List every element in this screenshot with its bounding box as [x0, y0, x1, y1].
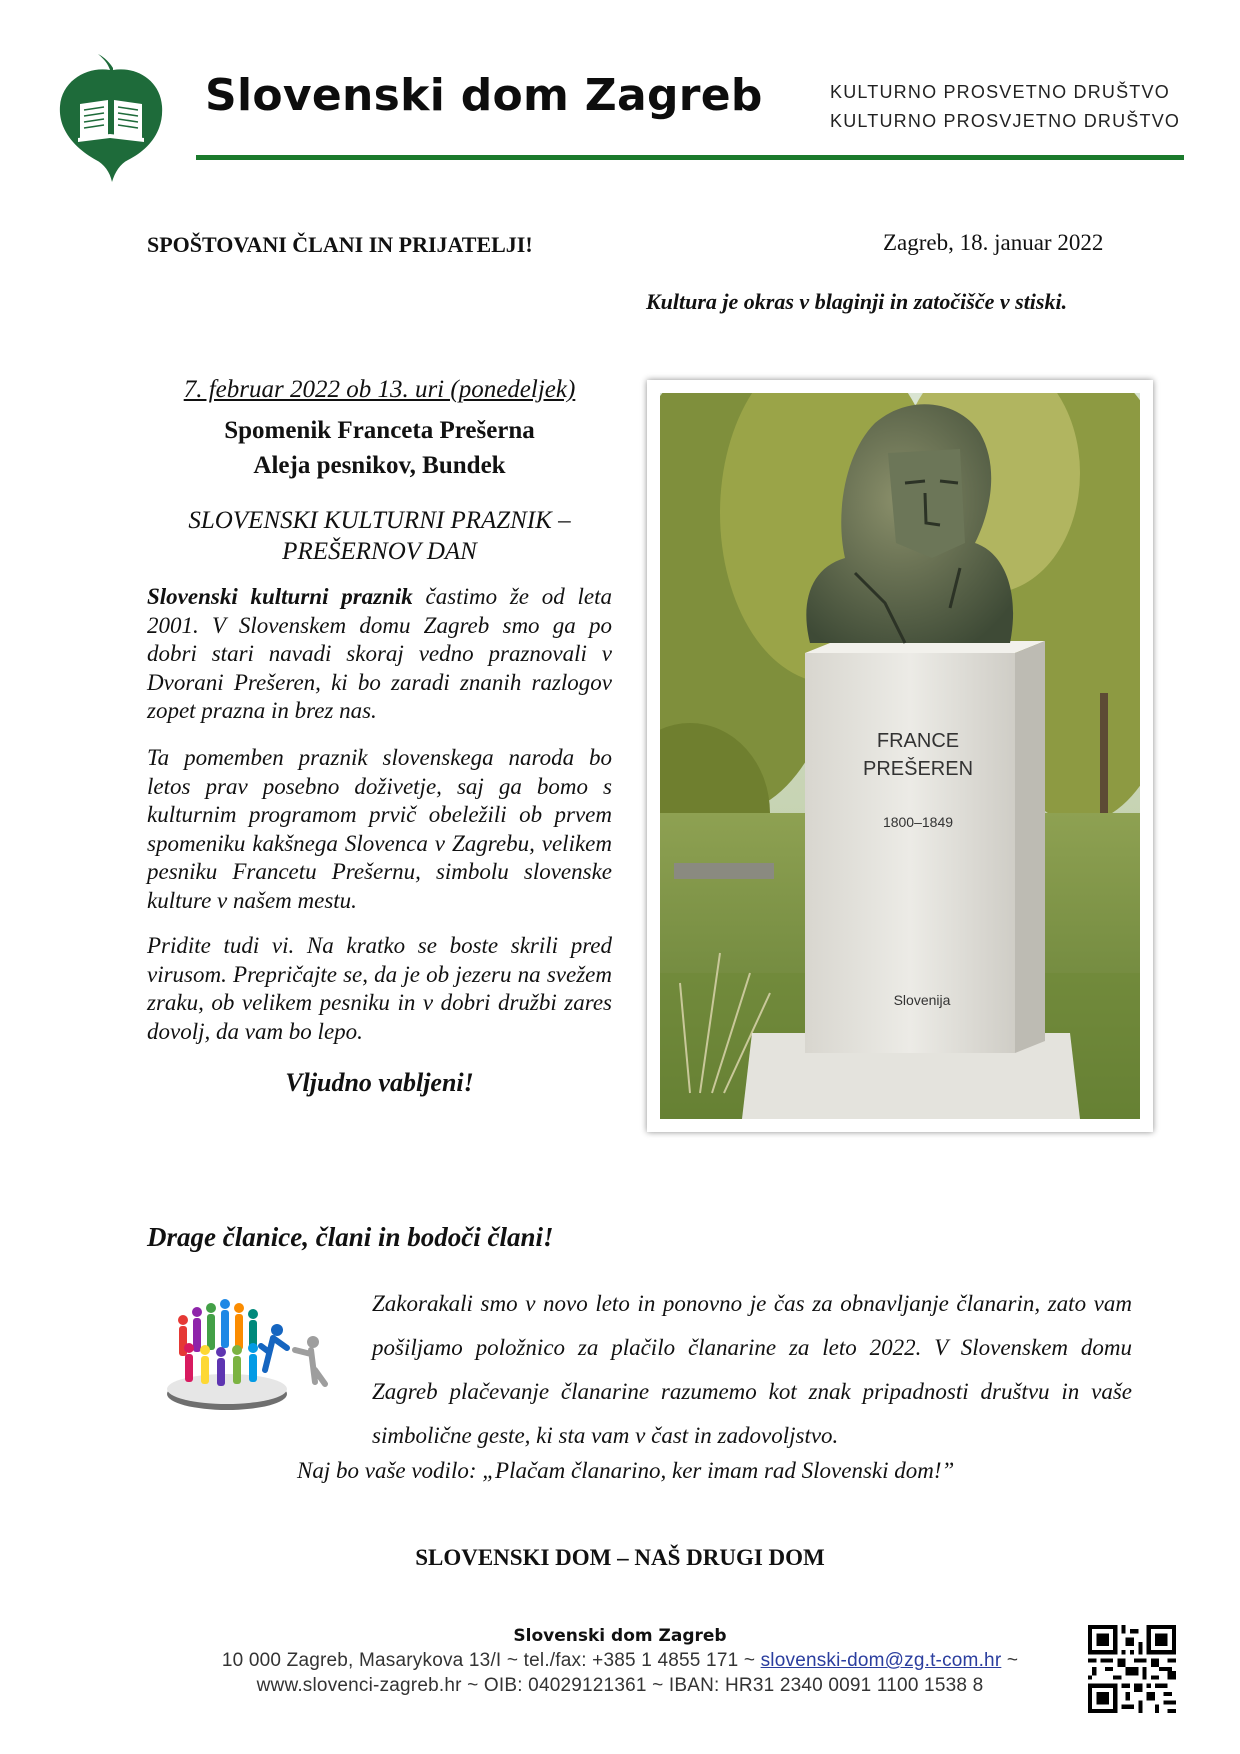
- motto: Kultura je okras v blaginji in zatočišče v stiski.: [646, 289, 1068, 314]
- header-divider: [196, 155, 1184, 160]
- event-place-line-1: Spomenik Franceta Prešerna: [224, 417, 535, 444]
- organization-name: Slovenski dom Zagreb: [205, 70, 763, 121]
- inscription-name-2: PREŠEREN: [862, 758, 974, 780]
- event-title: [147, 505, 612, 567]
- subtitle-line-2: KULTURNO PROSVJETNO DRUŠTVO: [830, 111, 1181, 131]
- footer-address: 10 000 Zagreb, Masarykova 13/I ~ tel./fax: +385 1 4855 171 ~: [221, 1650, 761, 1671]
- membership-paragraph: Zakorakali smo v novo leto in ponovno je čas za obnavljanje članarin, zato vam pošiljamo položnico za plačilo članarine za leto 2022. V Slovenskem domu Zagreb plačevanje članarine razumemo kot znak pripadnosti društvu in vaše simbolične geste, ki sta vam v čast in zadovoljstvo.: [372, 1291, 1132, 1448]
- qr-code-icon[interactable]: [1088, 1625, 1176, 1713]
- footer-registration-line: www.slovenci-zagreb.hr ~ OIB: 04029121361 ~ IBAN: HR31 2340 0091 1100 1538 8: [256, 1675, 984, 1696]
- subtitle-line-1: KULTURNO PROSVETNO DRUŠTVO: [830, 82, 1170, 102]
- membership-quote: Naj bo vaše vodilo: „Plačam članarino, ker imam rad Slovenski dom!”: [297, 1458, 955, 1483]
- invitation-line: Vljudno vabljeni!: [285, 1068, 474, 1097]
- event-date-time: 7. februar 2022 ob 13. uri (ponedeljek): [183, 376, 576, 403]
- event-paragraph-1-lead: Slovenski kulturni praznik: [147, 584, 413, 609]
- inscription-years: 1800–1849: [882, 814, 954, 830]
- letter-date: Zagreb, 18. januar 2022: [883, 230, 1104, 255]
- preseren-monument-photo: [660, 393, 1140, 1119]
- closing-slogan: SLOVENSKI DOM – NAŠ DRUGI DOM: [415, 1545, 825, 1570]
- people-group-icon: [165, 1290, 340, 1415]
- event-paragraph-1: [147, 583, 612, 726]
- footer-organization-name: Slovenski dom Zagreb: [513, 1626, 727, 1646]
- event-paragraph-2: Ta pomemben praznik slovenskega naroda bo letos prav posebno doživetje, saj ga bomo s kulturnim programom prvič obeležili ob prvem spomeniku kakšnega Slovenca v Zagrebu, velikem pesniku Francetu Prešernu, simbolu slovenske kulture v našem mestu.: [147, 745, 612, 913]
- footer-email-link[interactable]: slovenski-dom@zg.t-com.hr: [760, 1650, 1002, 1671]
- event-title-line-2: PREŠERNOV DAN: [282, 538, 477, 565]
- event-place-line-2: Aleja pesnikov, Bundek: [253, 452, 506, 479]
- event-title-line-1: SLOVENSKI KULTURNI PRAZNIK –: [188, 507, 571, 534]
- footer-contact-line: [0, 1650, 1240, 1672]
- inscription-country: Slovenija: [893, 992, 951, 1008]
- linden-leaf-book-logo: [58, 54, 164, 182]
- salutation: SPOŠTOVANI ČLANI IN PRIJATELJI!: [147, 232, 533, 257]
- event-paragraph-1-text: častimo že od leta 2001. V Slovenskem domu Zagreb smo ga po dobri stari navadi skoraj vedno praznovali v Dvorani Prešeren, ki bo zaradi znanih razlogov zopet prazna in brez nas.: [147, 584, 612, 723]
- members-heading: Drage članice, člani in bodoči člani!: [147, 1222, 554, 1252]
- event-paragraph-3: Pridite tudi vi. Na kratko se boste skrili pred virusom. Prepričajte se, da je ob jezeru na svežem zraku, ob velikem pesniku in v dobri družbi zares dovolj, da vam bo lepo.: [147, 933, 612, 1044]
- footer-separator: ~: [1001, 1650, 1019, 1671]
- inscription-name-1: FRANCE: [876, 730, 960, 752]
- organization-subtitle: [830, 78, 1180, 136]
